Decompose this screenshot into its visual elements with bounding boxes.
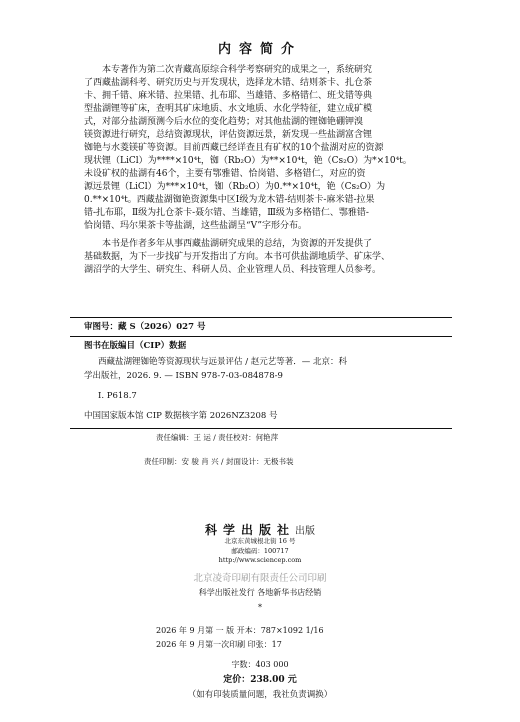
summary-line: 卡、拥千错、麻米错、拉果错、扎布耶、当雄错、多格错仁、班戈错等典	[84, 91, 373, 101]
publisher-suffix: 出版	[295, 526, 315, 537]
publisher-logo: 科学出版社	[204, 523, 295, 537]
summary-line: 了西藏盐湖科考、研究历史与开发现状，选择龙木错、结则茶卡、扎仓茶	[84, 78, 373, 88]
publisher-postcode: 邮政编码：100717	[231, 547, 289, 555]
summary-line: 镁资源进行研究，总结资源现状，评估资源远景，新发现一些盐湖富含锂	[84, 130, 373, 140]
summary-line: 错-扎布耶，Ⅱ级为扎仓茶卡-聂尔错、当雄错，Ⅲ级为多格错仁、鄂雅错-	[84, 208, 369, 218]
cip-title: 图书在版编目（CIP）数据	[84, 341, 187, 351]
publisher-address: 北京东黄城根北街 16 号	[224, 537, 296, 545]
summary-line: 型盐湖锂等矿床，查明其矿床地质、水文地质、水化学特征，建立成矿模	[84, 104, 373, 114]
summary-line: 源远景锂（LiCl）为***×10⁴t，铷（Rb₂O）为0.**×10⁴t，铯（Cs₂O）为	[84, 182, 386, 192]
price: 定价：238.00 元	[223, 675, 297, 685]
summary-paragraph-1	[84, 64, 448, 233]
cip-classification: Ⅰ. P618.7	[98, 391, 137, 401]
summary-line: 本书是作者多年从事西藏盐湖研究成果的总结，为资源的开发提供了	[102, 239, 373, 249]
summary-line: 湖沼学的大学生、研究生、科研人员、企业管理人员、科技管理人员参考。	[84, 265, 382, 275]
printer-line: 北京凌奇印刷有限责任公司印刷	[193, 573, 327, 584]
summary-paragraph-2	[84, 238, 448, 277]
summary-line: 式，对部分盐湖预测今后水位的变化趋势；对其他盐湖的锂铷铯硼钾溴	[84, 117, 364, 127]
publisher-website: http://www.sciencep.com	[218, 556, 302, 564]
divider-cip	[70, 428, 452, 429]
quality-note: （如有印装质量问题，我社负责调换）	[187, 690, 333, 700]
star-separator: *	[258, 603, 262, 612]
cip-catalog-number: 中国国家版本馆 CIP 数据核字第 2026NZ3208 号	[84, 411, 278, 421]
summary-line: 未设矿权的盐湖有46个，主要有鄂雅错、恰岗错、多格错仁，对应的资	[84, 169, 366, 179]
credits-production: 责任印制：安 骏 肖 兴 / 封面设计：无极书装	[144, 457, 294, 466]
summary-line: 现状锂（LiCl）为****×10⁴t，铷（Rb₂O）为**×10⁴t，铯（Cs₂O）为*×10⁴t。	[84, 156, 412, 166]
summary-line: 基础数据，为下一步找矿与开发指出了方向。本书可供盐湖地质学、矿床学、	[84, 252, 391, 262]
divider-top	[70, 317, 452, 318]
review-number: 审图号：藏 S（2026）027 号	[84, 322, 206, 332]
summary-line: 恰岗错、玛尔果茶卡等盐湖，这些盐湖呈“V”字形分布。	[84, 221, 308, 231]
summary-line: 铷铯与水菱镁矿等资源。目前西藏已经详查且有矿权的10个盐湖对应的资源	[84, 143, 384, 153]
summary-line: 0.**×10⁴t。西藏盐湖铷铯资源集中区Ⅰ级为龙木错-结则茶卡-麻米错-拉果	[84, 195, 375, 205]
distribution-line: 科学出版社发行 各地新华书店经销	[198, 588, 322, 597]
cip-entry-line-1: 西藏盐湖锂铷铯等资源现状与远景评估 / 赵元艺等著．— 北京：科	[98, 357, 347, 367]
word-count: 字数：403 000	[231, 660, 289, 669]
cip-entry-line-2: 学出版社，2026. 9. — ISBN 978-7-03-084878-9	[84, 371, 283, 381]
credits-editors: 责任编辑：王 运 / 责任校对：何艳萍	[156, 433, 279, 442]
edition-line-2: 2026 年 9 月第一次印刷 印张：17	[156, 640, 282, 649]
summary-line: 本专著作为第二次青藏高原综合科学考察研究的成果之一，系统研究	[102, 65, 373, 75]
divider-review	[70, 336, 452, 337]
page-heading: 内容简介	[217, 42, 302, 57]
edition-line-1: 2026 年 9 月第 一 版 开本：787×1092 1/16	[156, 626, 324, 635]
